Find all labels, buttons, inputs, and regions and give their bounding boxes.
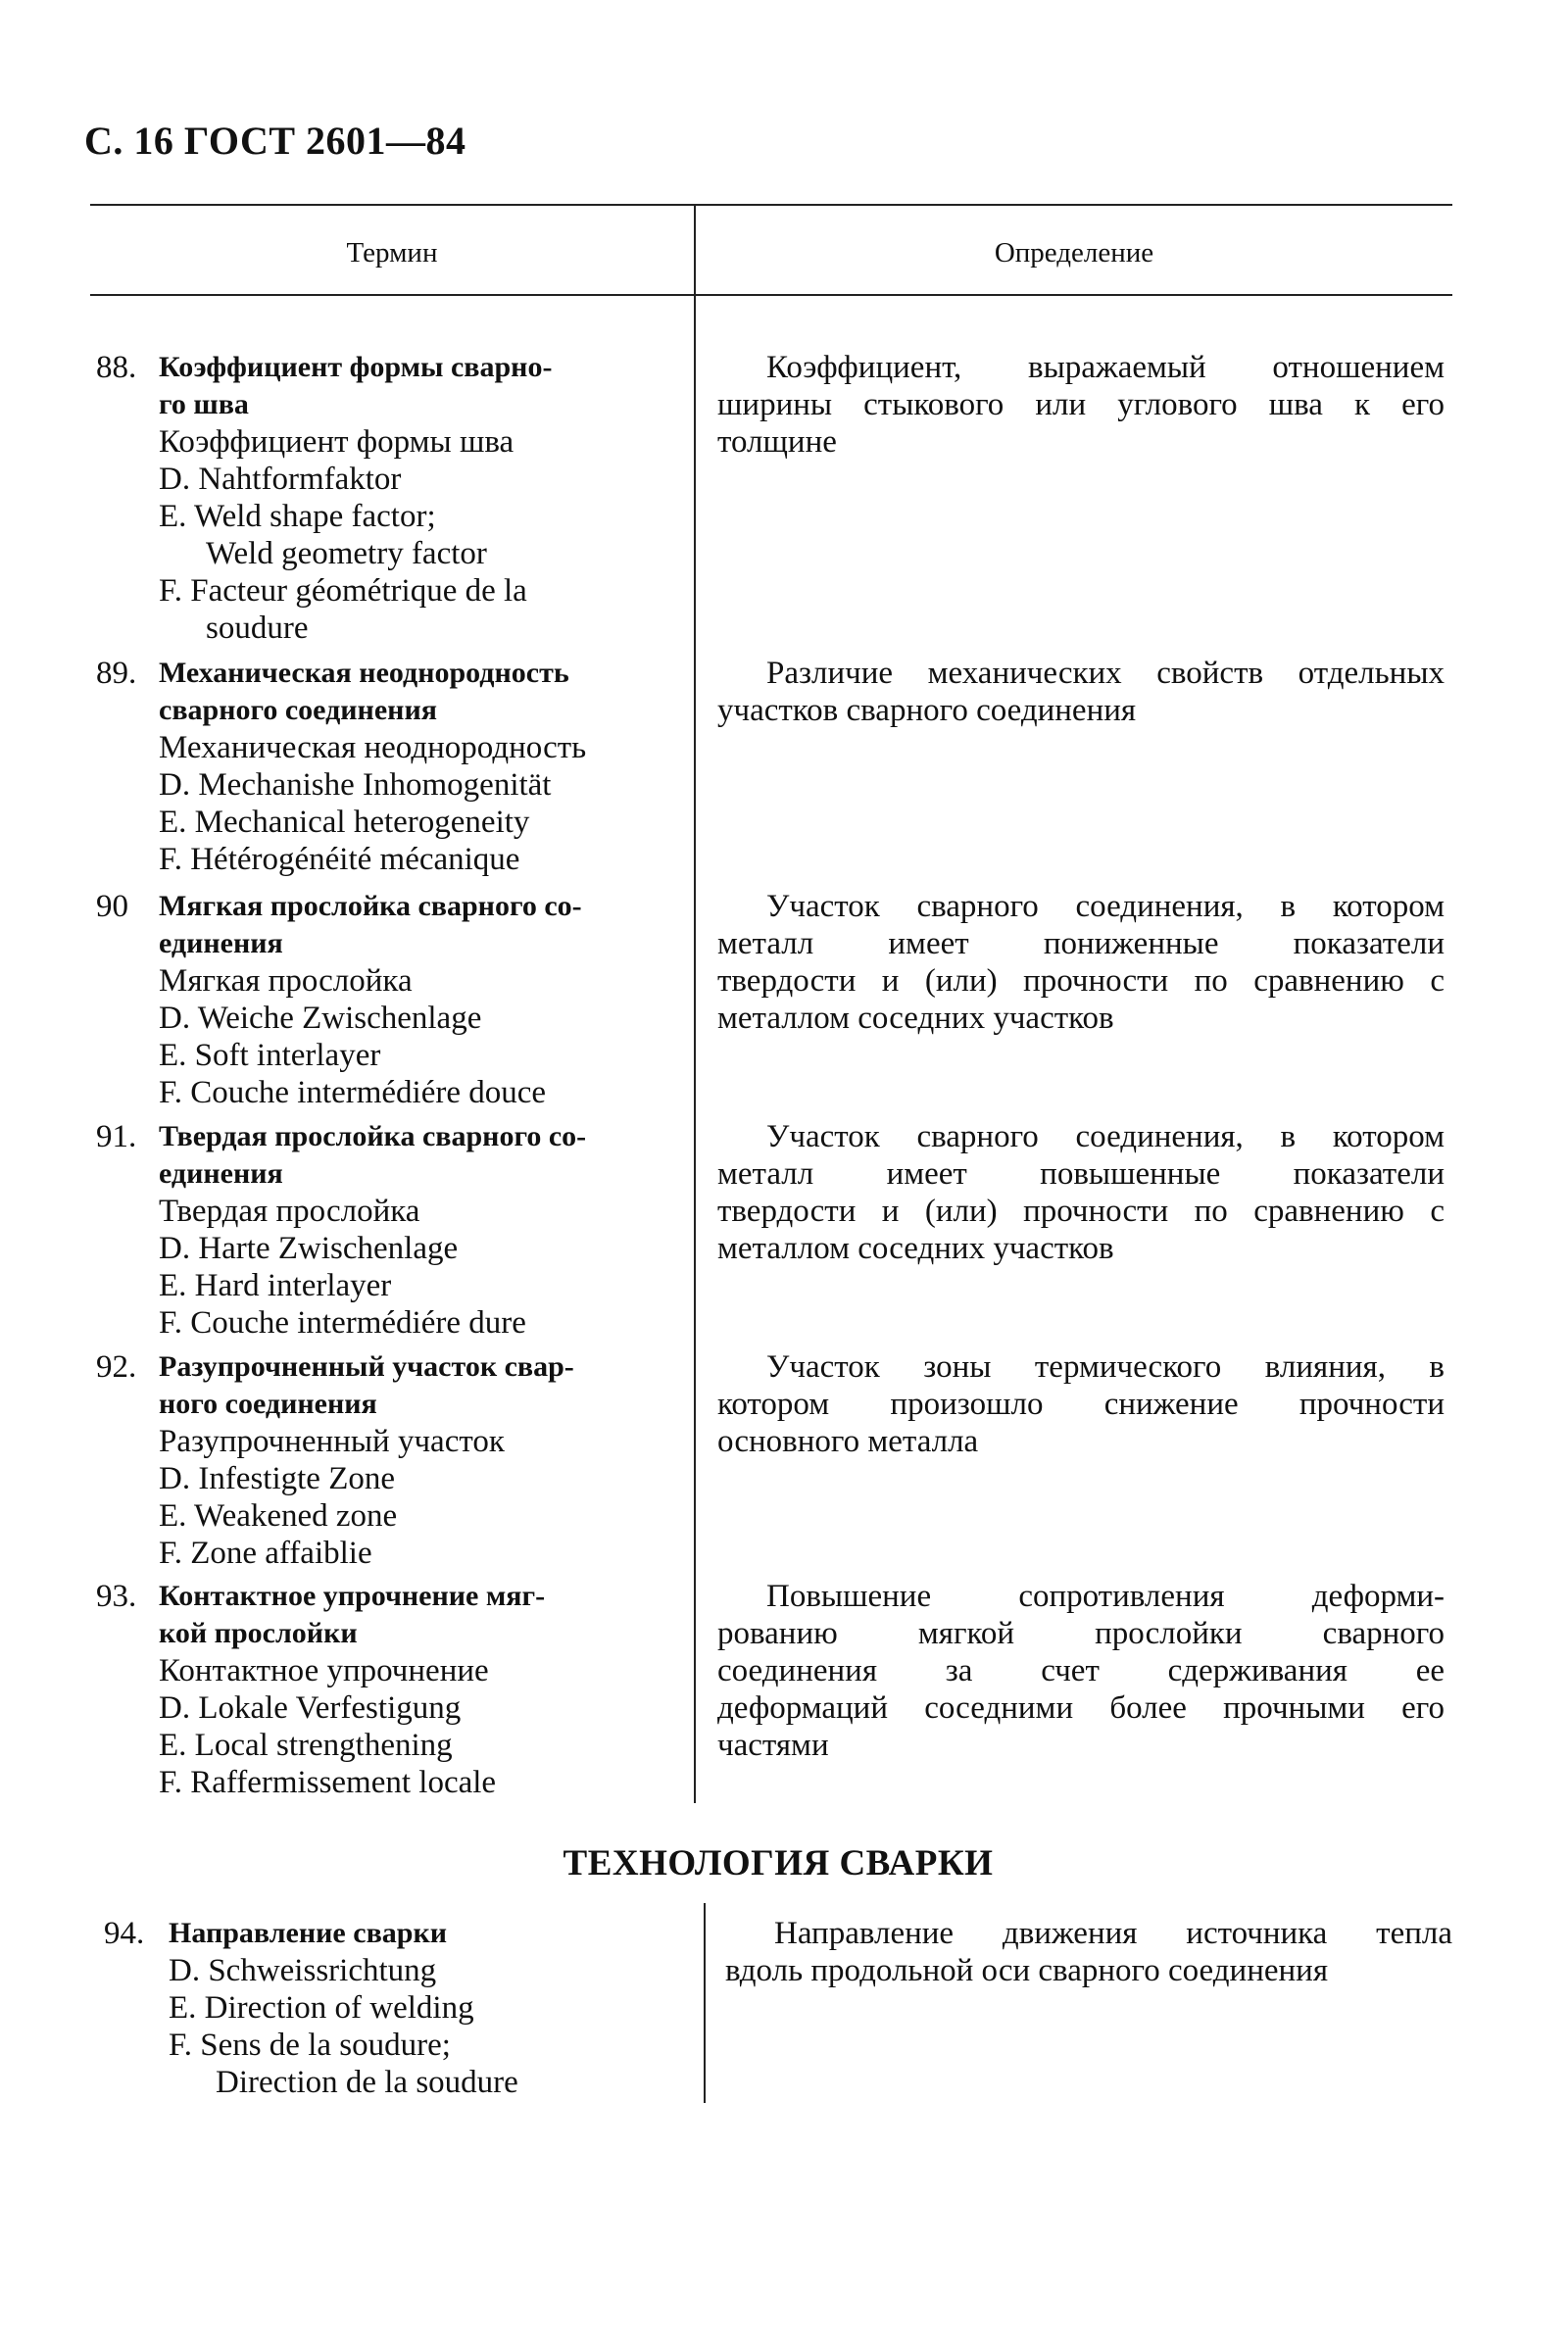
term-french-alt: Direction de la soudure [216, 2065, 518, 2100]
term-german: D. Mechanishe Inhomogenität [159, 767, 552, 803]
definition-block [717, 655, 1445, 729]
term-block [159, 349, 668, 647]
definition-line: деформаций соседними более прочными его [717, 1690, 1445, 1726]
definition-line: Коэффициент, выражаемый отношением [766, 350, 1445, 385]
definition-line: рованию мягкой прослойки сварного [717, 1616, 1445, 1651]
definition-line: Повышение сопротивления деформи- [766, 1579, 1445, 1614]
definition-line: ширины стыкового или углового шва к его [717, 387, 1445, 422]
definition-block [717, 349, 1445, 461]
term-german: D. Weiche Zwischenlage [159, 1001, 482, 1036]
column-header-definition: Определение [994, 237, 1154, 269]
term-title-line: Разупрочненный участок свар- [159, 1350, 574, 1383]
entry-number: 89. [96, 656, 137, 691]
term-block [159, 1348, 668, 1572]
term-block [169, 1915, 678, 2101]
term-english: E. Local strengthening [159, 1728, 453, 1763]
term-german: D. Lokale Verfestigung [159, 1690, 462, 1726]
entry-number: 90 [96, 889, 128, 924]
term-title-line: Твердая прослойка сварного со- [159, 1120, 587, 1152]
term-title-line: Коэффициент формы сварно- [159, 351, 553, 383]
entry-number: 91. [96, 1119, 137, 1154]
term-block [159, 1578, 668, 1801]
table-header-rule [90, 294, 1452, 296]
definition-block [725, 1915, 1452, 1989]
term-english: E. Soft interlayer [159, 1038, 381, 1073]
definition-line: участков сварного соединения [717, 693, 1137, 728]
term-french-cont: soudure [206, 611, 309, 646]
term-title-line: кой прослойки [159, 1617, 358, 1649]
term-title-line: ного соединения [159, 1388, 377, 1420]
term-english: E. Weld shape factor; [159, 499, 436, 534]
column-header-term: Термин [346, 237, 438, 269]
entry-number: 88. [96, 350, 137, 385]
term-german: D. Harte Zwischenlage [159, 1231, 459, 1266]
section-title [0, 1842, 1568, 1884]
definition-line: Направление движения источника тепла [774, 1916, 1452, 1951]
definition-line: частями [717, 1728, 829, 1763]
term-german: D. Schweissrichtung [169, 1953, 437, 1988]
definition-line: металлом соседних участков [717, 1231, 1114, 1266]
definition-line: основного металла [717, 1424, 979, 1459]
definition-line: металлом соседних участков [717, 1001, 1114, 1036]
definition-line: Участок сварного соединения, в котором [766, 889, 1445, 924]
term-german: D. Nahtformfaktor [159, 462, 402, 497]
definition-block [717, 1348, 1445, 1460]
term-title-line: Направление сварки [169, 1917, 448, 1949]
definition-line: твердости и (или) прочности по сравнению с [717, 1194, 1445, 1229]
term-block [159, 888, 668, 1111]
section-title-text: ТЕХНОЛОГИЯ СВАРКИ [563, 1843, 994, 1883]
term-synonym: Разупрочненный участок [159, 1424, 505, 1459]
column-divider [694, 204, 696, 1803]
definition-line: вдоль продольной оси сварного соединения [725, 1953, 1328, 1988]
definition-line: металл имеет повышенные показатели [717, 1156, 1445, 1192]
definition-block [717, 1118, 1445, 1267]
term-synonym: Коэффициент формы шва [159, 424, 514, 460]
definition-line: металл имеет пониженные показатели [717, 926, 1445, 961]
term-english: E. Direction of welding [169, 1990, 474, 2026]
definition-line: котором произошло снижение прочности [717, 1387, 1445, 1422]
definition-line: соединения за счет сдерживания ее [717, 1653, 1445, 1688]
term-french: F. Couche intermédiére douce [159, 1075, 547, 1110]
term-synonym: Твердая прослойка [159, 1194, 420, 1229]
term-title-line: го шва [159, 388, 249, 420]
term-french: F. Facteur géométrique de la [159, 573, 527, 609]
table-top-rule [90, 204, 1452, 206]
definition-line: твердости и (или) прочности по сравнению с [717, 963, 1445, 999]
term-german: D. Infestigte Zone [159, 1461, 396, 1496]
term-french: F. Raffermissement locale [159, 1765, 497, 1800]
definition-line: Различие механических свойств отдельных [766, 656, 1445, 691]
term-english-alt: Weld geometry factor [206, 536, 487, 571]
term-french: F. Zone affaiblie [159, 1536, 372, 1571]
definition-line: Участок зоны термического влияния, в [766, 1349, 1445, 1385]
entry-number: 94. [104, 1916, 145, 1951]
entry-number: 92. [96, 1349, 137, 1385]
term-title-line: сварного соединения [159, 694, 437, 726]
term-synonym: Мягкая прослойка [159, 963, 413, 999]
term-title-line: Механическая неоднородность [159, 657, 569, 689]
term-block [159, 1118, 668, 1342]
term-title-line: Мягкая прослойка сварного со- [159, 890, 582, 922]
term-english: E. Mechanical heterogeneity [159, 805, 530, 840]
term-title-line: Контактное упрочнение мяг- [159, 1580, 546, 1612]
term-french: F. Couche intermédiére dure [159, 1305, 526, 1341]
term-block [159, 655, 668, 878]
column-divider-section [704, 1903, 706, 2103]
definition-block [717, 1578, 1445, 1764]
term-title-line: единения [159, 1157, 283, 1190]
term-synonym: Механическая неоднородность [159, 730, 587, 765]
page-header: С. 16 ГОСТ 2601—84 [84, 119, 466, 163]
definition-block [717, 888, 1445, 1037]
term-english: E. Hard interlayer [159, 1268, 392, 1303]
definition-line: толщине [717, 424, 837, 460]
term-french: F. Sens de la soudure; [169, 2028, 451, 2063]
term-synonym: Контактное упрочнение [159, 1653, 489, 1688]
term-title-line: единения [159, 927, 283, 959]
term-french: F. Hétérogénéité mécanique [159, 842, 520, 877]
definition-line: Участок сварного соединения, в котором [766, 1119, 1445, 1154]
term-english: E. Weakened zone [159, 1498, 398, 1534]
entry-number: 93. [96, 1579, 137, 1614]
